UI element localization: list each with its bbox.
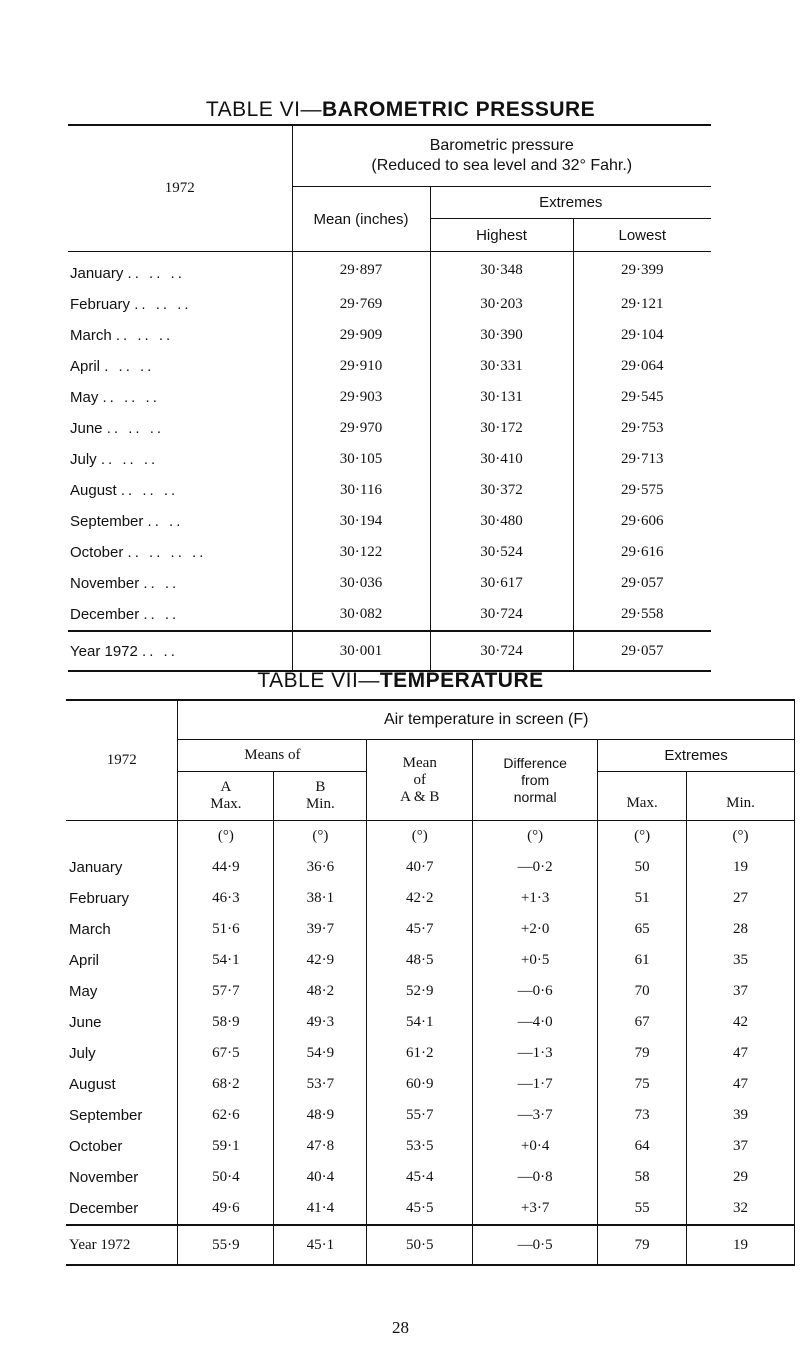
table-row — [68, 382, 711, 413]
b-min-cell: 47·8 — [274, 1131, 367, 1162]
table6-body — [68, 252, 711, 632]
mean-cell: 29·910 — [292, 351, 430, 382]
table7-total-month: Year 1972 — [66, 1225, 178, 1265]
month-label: April — [70, 358, 101, 375]
mean-ab-cell: 48·5 — [367, 945, 473, 976]
unit-cell: (°) — [687, 821, 795, 853]
highest-cell: 30·617 — [430, 568, 573, 599]
max-cell: 64 — [598, 1131, 687, 1162]
month-cell: February — [69, 890, 130, 907]
table6-highest-header: Highest — [430, 219, 573, 252]
leader-dots: .. .. — [142, 642, 178, 660]
min-cell: 19 — [687, 852, 795, 883]
table7-extremes-header: Extremes — [598, 740, 795, 772]
month-cell — [68, 537, 292, 568]
mean-ab-line1: Mean — [402, 754, 437, 771]
unit-cell: (°) — [473, 821, 598, 853]
table6-title-bold: BAROMETRIC PRESSURE — [321, 98, 596, 121]
max-cell: 70 — [598, 976, 687, 1007]
month-label: January — [70, 265, 124, 282]
table7-total-mean: 50·5 — [367, 1225, 473, 1265]
month-cell — [68, 289, 292, 320]
lowest-cell: 29·104 — [573, 320, 711, 351]
table-row — [68, 506, 711, 537]
highest-cell: 30·524 — [430, 537, 573, 568]
month-label: February — [70, 296, 131, 313]
highest-cell: 30·331 — [430, 351, 573, 382]
min-cell: 32 — [687, 1193, 795, 1225]
leader-dots: .. .. .. — [115, 327, 174, 344]
mean-ab-cell: 45·4 — [367, 1162, 473, 1193]
leader-dots: .. .. .. .. — [127, 544, 207, 561]
mean-cell: 29·769 — [292, 289, 430, 320]
month-label: Year 1972 — [70, 642, 138, 660]
b-line2: Min. — [305, 796, 335, 812]
table7-total-min: 19 — [687, 1225, 795, 1265]
a-line2: Max. — [210, 796, 242, 812]
table7-main-header: Air temperature in screen (F) — [178, 700, 795, 740]
difference-cell: —0·2 — [473, 852, 598, 883]
difference-cell: +3·7 — [473, 1193, 598, 1225]
max-cell: 67 — [598, 1007, 687, 1038]
a-max-cell: 50·4 — [178, 1162, 274, 1193]
table6-main-header — [292, 125, 711, 187]
a-max-cell: 68·2 — [178, 1069, 274, 1100]
table7-title — [0, 669, 801, 693]
leader-dots: .. .. — [143, 606, 180, 623]
highest-cell: 30·203 — [430, 289, 573, 320]
leader-dots: .. .. .. — [102, 389, 160, 406]
mean-ab-cell: 54·1 — [367, 1007, 473, 1038]
highest-cell: 30·410 — [430, 444, 573, 475]
difference-cell: +2·0 — [473, 914, 598, 945]
table6-total-month — [68, 631, 292, 671]
month-label: December — [70, 606, 140, 623]
table6-total-lowest: 29·057 — [573, 631, 711, 671]
table7-title-bold: TEMPERATURE — [379, 669, 544, 692]
table7-title-prefix: TABLE VII— — [257, 669, 380, 692]
leader-dots: .. .. .. — [134, 296, 192, 313]
lowest-cell: 29·606 — [573, 506, 711, 537]
month-cell: June — [69, 1014, 102, 1031]
month-label: November — [70, 575, 140, 592]
a-max-cell: 46·3 — [178, 883, 274, 914]
highest-cell: 30·480 — [430, 506, 573, 537]
month-cell — [68, 568, 292, 599]
b-min-cell: 48·9 — [274, 1100, 367, 1131]
b-min-cell: 54·9 — [274, 1038, 367, 1069]
max-cell: 58 — [598, 1162, 687, 1193]
table-row — [68, 444, 711, 475]
mean-cell: 30·082 — [292, 599, 430, 631]
table-row — [66, 1069, 795, 1100]
highest-cell: 30·724 — [430, 599, 573, 631]
table-row — [66, 883, 795, 914]
unit-cell: (°) — [178, 821, 274, 853]
max-cell: 65 — [598, 914, 687, 945]
highest-cell: 30·390 — [430, 320, 573, 351]
table7-means-of-header: Means of — [178, 740, 367, 772]
min-cell: 27 — [687, 883, 795, 914]
lowest-cell: 29·616 — [573, 537, 711, 568]
month-cell: April — [69, 952, 100, 969]
unit-cell: (°) — [367, 821, 473, 853]
table6-mean-header: Mean (inches) — [292, 187, 430, 252]
b-min-cell: 41·4 — [274, 1193, 367, 1225]
table6-main-header-line1: Barometric pressure — [429, 137, 574, 154]
table-row — [68, 351, 711, 382]
a-max-cell: 54·1 — [178, 945, 274, 976]
max-cell: 75 — [598, 1069, 687, 1100]
lowest-cell: 29·399 — [573, 252, 711, 290]
month-cell: July — [69, 1045, 96, 1062]
mean-ab-cell: 45·7 — [367, 914, 473, 945]
difference-line3: normal — [513, 788, 557, 805]
table6-title — [0, 98, 801, 122]
month-cell: December — [69, 1200, 139, 1217]
table-row — [68, 568, 711, 599]
max-cell: 73 — [598, 1100, 687, 1131]
month-cell: May — [69, 983, 98, 1000]
lowest-cell: 29·545 — [573, 382, 711, 413]
mean-cell: 30·194 — [292, 506, 430, 537]
min-cell: 37 — [687, 1131, 795, 1162]
a-max-cell: 62·6 — [178, 1100, 274, 1131]
table7-difference-header — [473, 740, 598, 821]
table-row — [66, 914, 795, 945]
month-label: September — [70, 513, 144, 530]
mean-cell: 30·036 — [292, 568, 430, 599]
difference-cell: +0·5 — [473, 945, 598, 976]
table7-mean-ab-header — [367, 740, 473, 821]
table6-total-row — [68, 631, 711, 671]
b-min-cell: 36·6 — [274, 852, 367, 883]
mean-ab-cell: 42·2 — [367, 883, 473, 914]
leader-dots: . .. .. — [104, 358, 155, 375]
month-cell — [68, 413, 292, 444]
mean-cell: 29·909 — [292, 320, 430, 351]
highest-cell: 30·372 — [430, 475, 573, 506]
table-row — [68, 320, 711, 351]
difference-cell: —0·8 — [473, 1162, 598, 1193]
leader-dots: .. .. — [143, 575, 180, 592]
difference-cell: —1·3 — [473, 1038, 598, 1069]
highest-cell: 30·131 — [430, 382, 573, 413]
table7-total-a: 55·9 — [178, 1225, 274, 1265]
month-label: May — [70, 389, 99, 406]
table7-total-max: 79 — [598, 1225, 687, 1265]
difference-cell: —3·7 — [473, 1100, 598, 1131]
table7-body — [66, 852, 795, 1225]
b-min-cell: 53·7 — [274, 1069, 367, 1100]
table6-title-prefix: TABLE VI— — [205, 98, 322, 121]
table-row — [68, 413, 711, 444]
difference-cell: —1·7 — [473, 1069, 598, 1100]
mean-ab-cell: 60·9 — [367, 1069, 473, 1100]
b-min-cell: 42·9 — [274, 945, 367, 976]
leader-dots: .. .. .. — [120, 482, 179, 499]
table-row — [68, 537, 711, 568]
leader-dots: .. .. — [147, 513, 184, 530]
table-row — [66, 1193, 795, 1225]
mean-ab-cell: 61·2 — [367, 1038, 473, 1069]
mean-ab-line2: of — [413, 771, 426, 788]
lowest-cell: 29·558 — [573, 599, 711, 631]
month-cell — [68, 382, 292, 413]
mean-cell: 30·105 — [292, 444, 430, 475]
table6-total-highest: 30·724 — [430, 631, 573, 671]
min-cell: 29 — [687, 1162, 795, 1193]
a-line1: A — [220, 779, 232, 795]
table-row — [66, 852, 795, 883]
table-row — [66, 1038, 795, 1069]
table7-unit-row — [66, 821, 795, 853]
a-max-cell: 58·9 — [178, 1007, 274, 1038]
min-cell: 28 — [687, 914, 795, 945]
table-row — [66, 945, 795, 976]
table6-extremes-header: Extremes — [430, 187, 711, 219]
temperature-table — [66, 699, 795, 1266]
mean-ab-cell: 53·5 — [367, 1131, 473, 1162]
month-cell — [68, 252, 292, 290]
max-cell: 79 — [598, 1038, 687, 1069]
a-max-cell: 57·7 — [178, 976, 274, 1007]
lowest-cell: 29·057 — [573, 568, 711, 599]
table7-total-diff: —0·5 — [473, 1225, 598, 1265]
month-cell: November — [69, 1169, 139, 1186]
table-row — [68, 289, 711, 320]
month-cell — [68, 320, 292, 351]
mean-ab-cell: 45·5 — [367, 1193, 473, 1225]
page-number: 28 — [392, 1318, 409, 1337]
month-cell: August — [69, 1076, 116, 1093]
month-label: June — [70, 420, 103, 437]
max-cell: 61 — [598, 945, 687, 976]
table6-year-header: 1972 — [68, 125, 292, 252]
table-row — [68, 475, 711, 506]
mean-cell: 30·116 — [292, 475, 430, 506]
month-cell: January — [69, 859, 123, 876]
month-cell: October — [69, 1138, 123, 1155]
month-label: October — [70, 544, 124, 561]
mean-ab-cell: 52·9 — [367, 976, 473, 1007]
a-max-cell: 67·5 — [178, 1038, 274, 1069]
highest-cell: 30·172 — [430, 413, 573, 444]
difference-cell: +0·4 — [473, 1131, 598, 1162]
table6-main-header-line2: (Reduced to sea level and 32° Fahr.) — [371, 157, 633, 174]
leader-dots: .. .. .. — [106, 420, 165, 437]
max-cell: 55 — [598, 1193, 687, 1225]
leader-dots: .. .. .. — [100, 451, 159, 468]
table7-b-min-header — [274, 772, 367, 821]
min-cell: 47 — [687, 1069, 795, 1100]
table-row — [68, 599, 711, 631]
mean-ab-line3: A & B — [400, 788, 440, 805]
a-max-cell: 44·9 — [178, 852, 274, 883]
min-cell: 35 — [687, 945, 795, 976]
difference-cell: +1·3 — [473, 883, 598, 914]
mean-ab-cell: 55·7 — [367, 1100, 473, 1131]
a-max-cell: 49·6 — [178, 1193, 274, 1225]
b-min-cell: 40·4 — [274, 1162, 367, 1193]
table7-year-header: 1972 — [66, 700, 178, 821]
month-cell: September — [69, 1107, 143, 1124]
month-cell: March — [69, 921, 111, 938]
table6-lowest-header: Lowest — [573, 219, 711, 252]
table-row — [66, 1162, 795, 1193]
difference-line2: from — [521, 771, 550, 788]
table7-max-header: Max. — [598, 772, 687, 821]
month-label: July — [70, 451, 97, 468]
table-row — [66, 1131, 795, 1162]
table7-total-row — [66, 1225, 795, 1265]
month-cell — [68, 599, 292, 631]
a-max-cell: 59·1 — [178, 1131, 274, 1162]
lowest-cell: 29·121 — [573, 289, 711, 320]
month-label: March — [70, 327, 112, 344]
b-min-cell: 48·2 — [274, 976, 367, 1007]
min-cell: 37 — [687, 976, 795, 1007]
lowest-cell: 29·713 — [573, 444, 711, 475]
mean-ab-cell: 40·7 — [367, 852, 473, 883]
difference-cell: —0·6 — [473, 976, 598, 1007]
month-cell — [68, 351, 292, 382]
table7-min-header: Min. — [687, 772, 795, 821]
month-cell — [68, 444, 292, 475]
barometric-pressure-table — [68, 124, 711, 672]
b-line1: B — [315, 779, 326, 795]
min-cell: 39 — [687, 1100, 795, 1131]
min-cell: 47 — [687, 1038, 795, 1069]
table-row — [66, 976, 795, 1007]
min-cell: 42 — [687, 1007, 795, 1038]
table-row — [66, 1100, 795, 1131]
month-cell — [68, 475, 292, 506]
b-min-cell: 39·7 — [274, 914, 367, 945]
mean-cell: 29·970 — [292, 413, 430, 444]
table7-total-b: 45·1 — [274, 1225, 367, 1265]
difference-line1: Difference — [503, 754, 567, 771]
lowest-cell: 29·753 — [573, 413, 711, 444]
mean-cell: 30·122 — [292, 537, 430, 568]
b-min-cell: 49·3 — [274, 1007, 367, 1038]
difference-cell: —4·0 — [473, 1007, 598, 1038]
table-row — [68, 252, 711, 290]
table7-a-max-header — [178, 772, 274, 821]
leader-dots: .. .. .. — [127, 265, 185, 282]
max-cell: 50 — [598, 852, 687, 883]
table-row — [66, 1007, 795, 1038]
a-max-cell: 51·6 — [178, 914, 274, 945]
month-cell — [68, 506, 292, 537]
unit-cell: (°) — [274, 821, 367, 853]
table6-total-mean: 30·001 — [292, 631, 430, 671]
max-cell: 51 — [598, 883, 687, 914]
month-label: August — [70, 482, 117, 499]
mean-cell: 29·897 — [292, 252, 430, 290]
highest-cell: 30·348 — [430, 252, 573, 290]
b-min-cell: 38·1 — [274, 883, 367, 914]
unit-cell: (°) — [598, 821, 687, 853]
lowest-cell: 29·575 — [573, 475, 711, 506]
mean-cell: 29·903 — [292, 382, 430, 413]
lowest-cell: 29·064 — [573, 351, 711, 382]
